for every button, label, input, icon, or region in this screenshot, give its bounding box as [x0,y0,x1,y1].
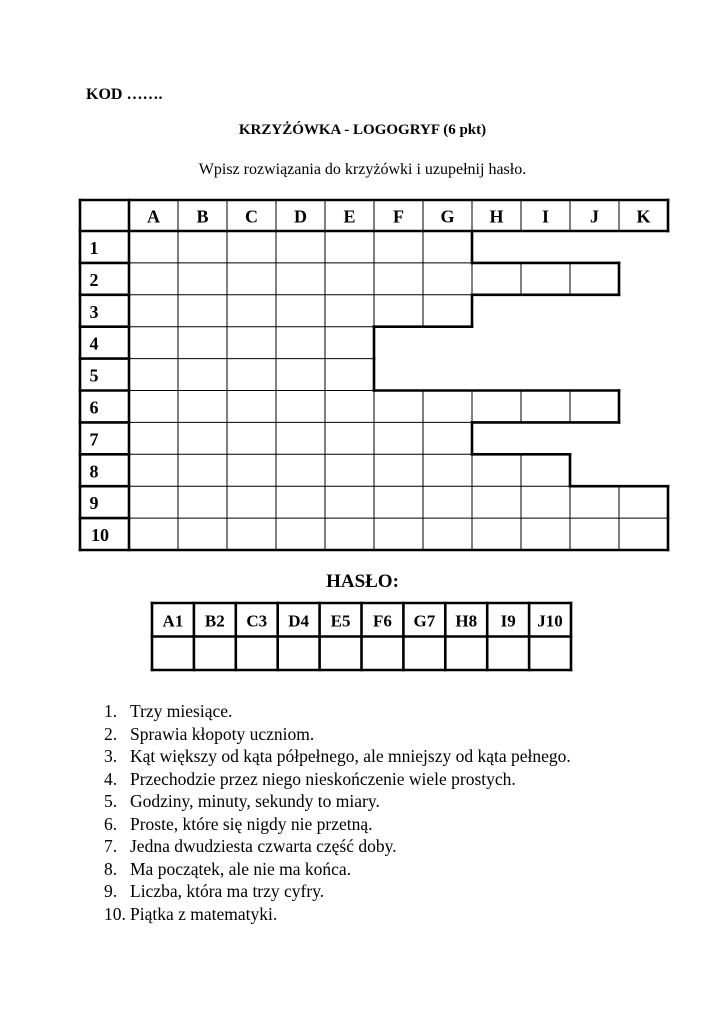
password-cell-label: B2 [204,611,225,631]
password-cell-label: H8 [455,611,478,631]
column-header: H [489,206,504,227]
password-cell-label: A1 [162,611,184,631]
clue-number: 9. [104,881,118,901]
clue-number: 7. [104,836,118,856]
clue-text: Przechodzie przez niego nieskończenie wiele prostych. [130,768,516,789]
clue-number: 8. [104,858,118,879]
row-label: 7 [89,429,99,450]
clue-item [104,880,571,903]
clue-item [104,723,571,746]
column-header: C [245,206,258,227]
column-header: I [541,206,550,227]
row-label: 5 [89,365,99,386]
clue-item [104,903,571,926]
password-title: HASŁO: [326,571,399,592]
column-header: A [147,206,160,227]
row-label: 3 [89,301,99,322]
row-label: 1 [89,237,99,258]
password-cell-label: J10 [537,611,563,631]
password-cell-label: D4 [288,611,310,631]
clue-number: 6. [104,813,118,834]
clue-text: Sprawia kłopoty uczniom. [130,723,315,744]
clue-number: 5. [104,791,118,811]
row-label: 4 [89,333,99,354]
password-cell-label: E5 [330,611,351,631]
column-header: K [636,206,651,227]
clue-number: 10. [104,903,126,924]
column-header: J [590,206,599,227]
clue-text: Piątka z matematyki. [130,903,278,924]
clue-item [104,745,571,768]
password-cell-label: F6 [373,611,392,631]
row-label: 6 [89,397,99,418]
clue-number: 3. [104,746,118,766]
password-cell-label: C3 [246,611,268,631]
column-header: E [343,206,356,227]
clue-number: 4. [104,768,118,789]
clue-text: Liczba, która ma trzy cyfry. [130,881,325,901]
clue-item [104,790,571,813]
clue-text: Kąt większy od kąta półpełnego, ale mniejszy od kąta pełnego. [130,746,571,766]
column-header: D [294,206,307,227]
clue-item [104,813,571,836]
password-cell-label: G7 [413,611,436,631]
clue-item [104,835,571,858]
clue-number: 2. [104,723,118,744]
clue-text: Proste, które się nigdy nie przetną. [130,813,373,834]
password-cell-label: I9 [500,611,516,631]
clue-list [104,700,571,925]
clue-text: Godziny, minuty, sekundy to miary. [130,791,380,811]
clue-item [104,768,571,791]
page-title: KRZYŻÓWKA - LOGOGRYF (6 pkt) [238,122,487,138]
clue-text: Trzy miesiące. [130,701,233,721]
column-header: F [393,206,404,227]
instruction-text: Wpisz rozwiązania do krzyżówki i uzupełnij hasło. [198,161,527,178]
column-header: B [196,206,209,227]
row-label: 8 [89,461,99,482]
row-label: 2 [89,269,99,290]
row-label: 9 [89,493,99,514]
clue-text: Ma początek, ale nie ma końca. [130,858,352,879]
clue-item [104,700,571,723]
clue-number: 1. [104,701,118,721]
row-label: 10 [91,525,109,546]
clue-text: Jedna dwudziesta czwarta część doby. [130,836,397,856]
column-header: G [440,206,455,227]
clue-item [104,858,571,881]
code-label: KOD ……. [86,86,163,103]
